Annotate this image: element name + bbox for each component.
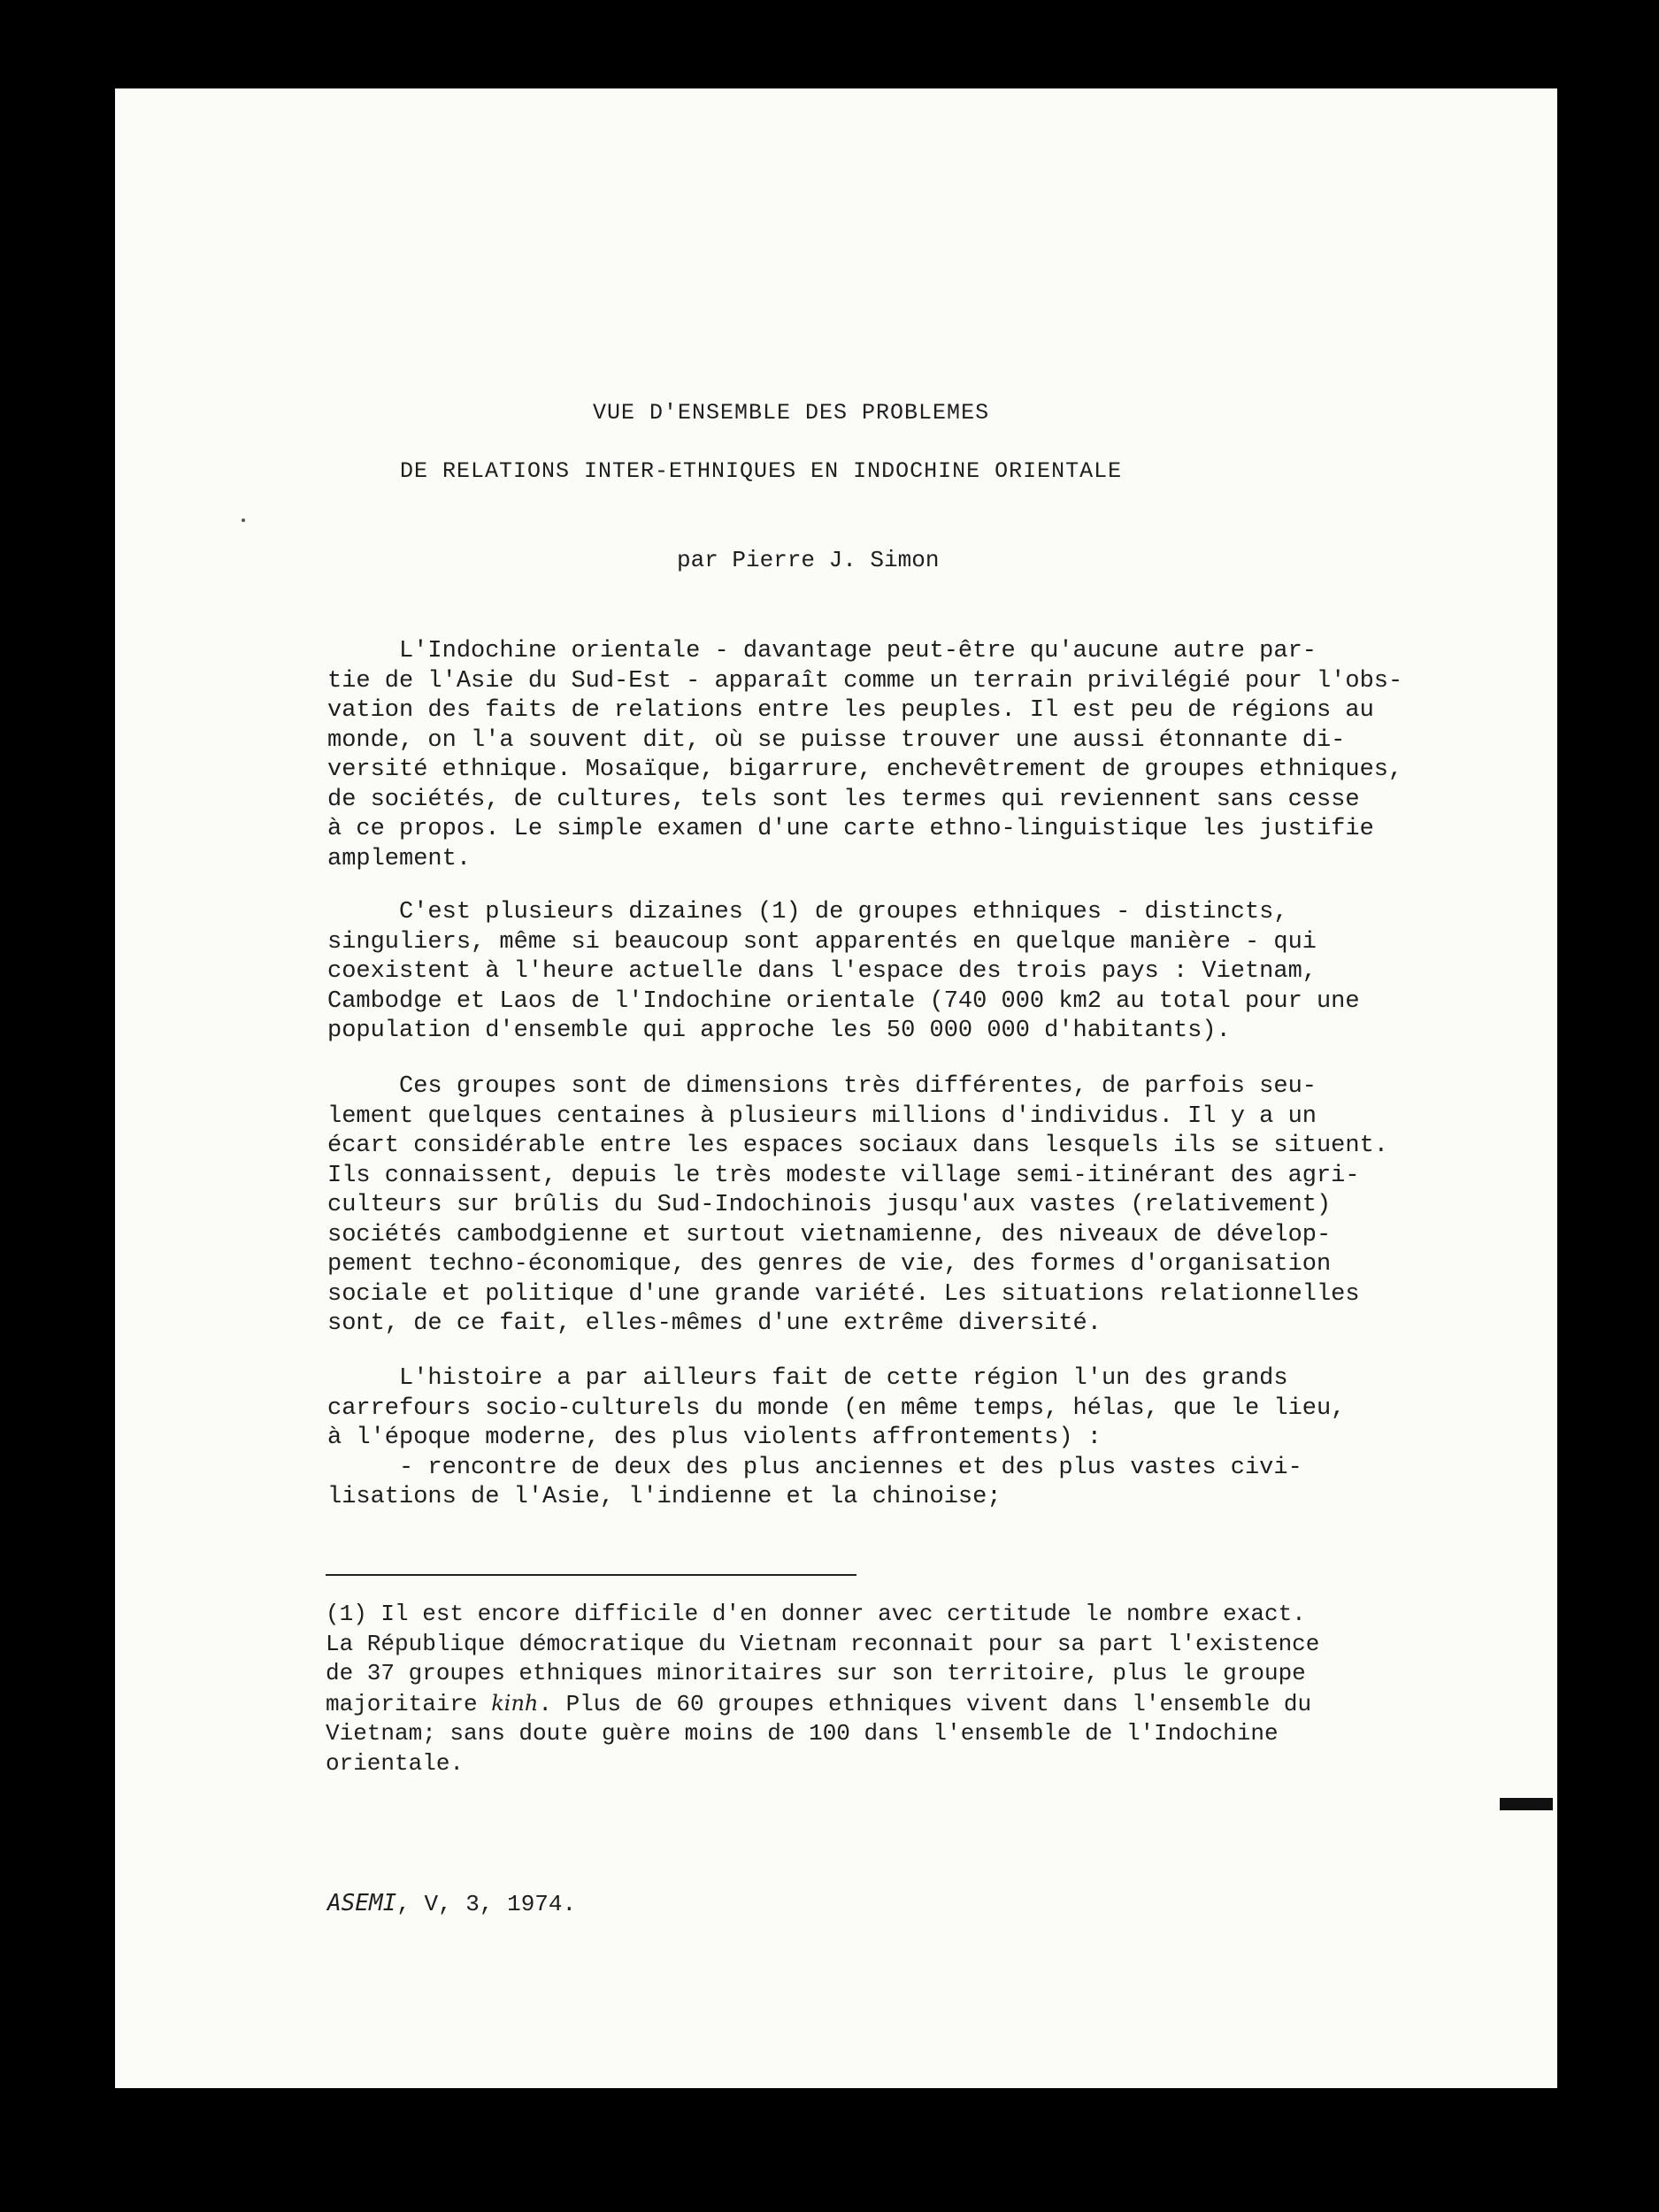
footnote-text: . Plus de 60 groupes ethniques vivent dans l'ensemble du bbox=[538, 1690, 1312, 1717]
paragraph-line: à ce propos. Le simple examen d'une carte ethno-linguistique les justifie bbox=[327, 816, 1374, 842]
footnote bbox=[326, 1600, 1319, 1778]
citation bbox=[327, 1890, 576, 1917]
footnote-line: (1) Il est encore difficile d'en donner avec certitude le nombre exact. bbox=[326, 1601, 1306, 1627]
footnote-text: majoritaire bbox=[326, 1690, 492, 1717]
paragraph-line: population d'ensemble qui approche les 50 000 000 d'habitants). bbox=[327, 1018, 1231, 1044]
paragraph-line: singuliers, même si beaucoup sont apparentés en quelque manière - qui bbox=[327, 928, 1317, 956]
footnote-line: orientale. bbox=[326, 1749, 465, 1777]
journal-name: ASEMI bbox=[327, 1890, 397, 1916]
paragraph-line: Ces groupes sont de dimensions très différentes, de parfois seu- bbox=[327, 1073, 1317, 1100]
paragraph-line: culteurs sur brûlis du Sud-Indochinois jusqu'aux vastes (relativement) bbox=[327, 1192, 1332, 1218]
paragraph-line: sont, de ce fait, elles-mêmes d'une extrême diversité. bbox=[327, 1310, 1102, 1337]
footnote-separator bbox=[326, 1574, 856, 1576]
paragraph-line: versité ethnique. Mosaïque, bigarrure, enchevêtrement de groupes ethniques, bbox=[327, 757, 1403, 783]
footnote-line: de 37 groupes ethniques minoritaires sur son territoire, plus le groupe bbox=[326, 1660, 1306, 1686]
paragraph-line: L'Indochine orientale - davantage peut-être qu'aucune autre par- bbox=[327, 638, 1317, 664]
paragraph-line: lement quelques centaines à plusieurs millions d'individus. Il y a un bbox=[327, 1102, 1317, 1130]
speck bbox=[242, 518, 245, 522]
paragraph-4 bbox=[327, 1364, 1548, 1513]
paragraph-1 bbox=[327, 637, 1548, 874]
paragraph-3 bbox=[327, 1072, 1548, 1340]
title-line-1: VUE D'ENSEMBLE DES PROBLEMES bbox=[593, 400, 990, 426]
footnote-line: Vietnam; sans doute guère moins de 100 dans l'ensemble de l'Indochine bbox=[326, 1720, 1279, 1747]
paragraph-line: sociétés cambodgienne et surtout vietnamienne, des niveaux de dévelop- bbox=[327, 1221, 1332, 1248]
page-edge-mark bbox=[1500, 1798, 1553, 1810]
paragraph-line: écart considérable entre les espaces sociaux dans lesquels ils se situent. bbox=[327, 1133, 1388, 1159]
paragraph-line: Ils connaissent, depuis le très modeste village semi-itinérant des agri- bbox=[327, 1162, 1360, 1189]
footnote-line: La République démocratique du Vietnam reconnait pour sa part l'existence bbox=[326, 1630, 1320, 1657]
paragraph-line: tie de l'Asie du Sud-Est - apparaît comme un terrain privilégié pour l'obs- bbox=[327, 667, 1403, 695]
paragraph-line: amplement. bbox=[327, 845, 472, 872]
document-page bbox=[115, 88, 1557, 2088]
title-line-2: DE RELATIONS INTER-ETHNIQUES EN INDOCHINE ORIENTALE bbox=[400, 458, 1123, 484]
paragraph-line: pement techno-économique, des genres de vie, des formes d'organisation bbox=[327, 1251, 1332, 1278]
paragraph-line: monde, on l'a souvent dit, où se puisse trouver une aussi étonnante di- bbox=[327, 726, 1346, 754]
paragraph-line: vation des faits de relations entre les peuples. Il est peu de régions au bbox=[327, 697, 1374, 724]
paragraph-2 bbox=[327, 898, 1548, 1047]
paragraph-line: sociale et politique d'une grande variété. Les situations relationnelles bbox=[327, 1280, 1360, 1308]
paragraph-line: à l'époque moderne, des plus violents affrontements) : bbox=[327, 1425, 1102, 1451]
paragraph-line: de sociétés, de cultures, tels sont les termes qui reviennent sans cesse bbox=[327, 786, 1360, 813]
paragraph-line: Cambodge et Laos de l'Indochine orientale (740 000 km2 au total pour une bbox=[327, 987, 1360, 1015]
paragraph-line: L'histoire a par ailleurs fait de cette région l'un des grands bbox=[327, 1365, 1288, 1392]
handwritten-term: kinh bbox=[491, 1690, 539, 1716]
author-byline: par Pierre J. Simon bbox=[677, 547, 940, 573]
volume-issue-year: , V, 3, 1974. bbox=[396, 1891, 577, 1917]
paragraph-line: coexistent à l'heure actuelle dans l'espace des trois pays : Vietnam, bbox=[327, 958, 1317, 985]
paragraph-line: - rencontre de deux des plus anciennes et des plus vastes civi- bbox=[327, 1454, 1302, 1481]
paragraph-line: carrefours socio-culturels du monde (en même temps, hélas, que le lieu, bbox=[327, 1394, 1346, 1422]
paragraph-line: lisations de l'Asie, l'indienne et la chinoise; bbox=[327, 1484, 1002, 1510]
paragraph-line: C'est plusieurs dizaines (1) de groupes ethniques - distincts, bbox=[327, 899, 1288, 926]
footnote-line bbox=[326, 1689, 1319, 1720]
